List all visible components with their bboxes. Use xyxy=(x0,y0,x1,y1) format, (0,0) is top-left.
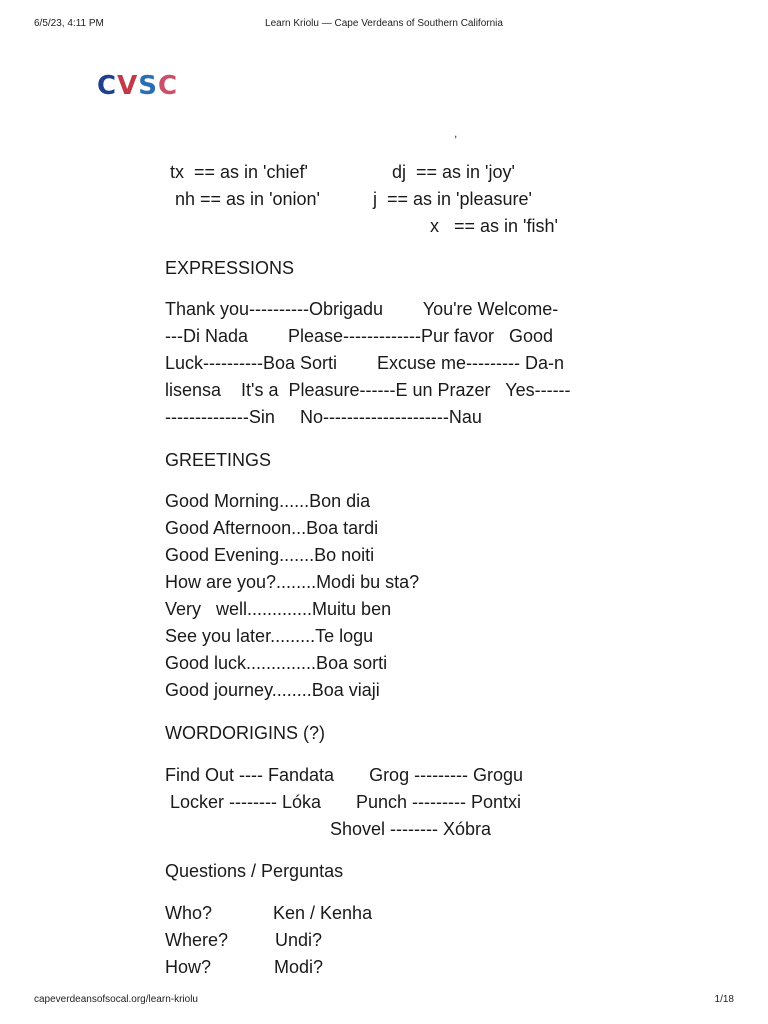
print-datetime: 6/5/23, 4:11 PM xyxy=(34,18,104,29)
logo-letter: V xyxy=(117,71,139,101)
questions-heading: Questions / Perguntas xyxy=(165,861,344,881)
pronunciation-tx: tx == as in 'chief' xyxy=(170,162,308,182)
pronunciation-nh: nh == as in 'onion' xyxy=(175,189,320,209)
expressions-line: Luck----------Boa Sorti Excuse me--------- Da-n xyxy=(165,353,565,373)
pronunciation-j: j == as in 'pleasure' xyxy=(373,189,532,209)
logo-letter: S xyxy=(138,71,158,101)
pronunciation-dj: dj == as in 'joy' xyxy=(392,162,515,182)
site-logo[interactable] xyxy=(97,72,178,100)
greeting-line: How are you?........Modi bu sta? xyxy=(165,572,420,592)
question-en: Where? xyxy=(165,930,229,950)
question-en: How? xyxy=(165,957,212,977)
partial-mark: , xyxy=(454,126,458,140)
expressions-line: --------------Sin No---------------------Nau xyxy=(165,407,482,427)
pronunciation-x: x == as in 'fish' xyxy=(430,216,558,236)
logo-letter: C xyxy=(97,71,118,101)
question-kv: Modi? xyxy=(274,957,324,977)
expressions-heading: EXPRESSIONS xyxy=(165,258,295,278)
greeting-line: Good Evening.......Bo noiti xyxy=(165,545,375,565)
word-origins-heading: WORDORIGINS (?) xyxy=(165,723,325,743)
logo-letter: C xyxy=(157,71,179,101)
greetings-heading: GREETINGS xyxy=(165,450,272,470)
expressions-list xyxy=(165,296,610,431)
greeting-line: Good Afternoon...Boa tardi xyxy=(165,518,379,538)
greeting-line: Good Morning......Bon dia xyxy=(165,491,371,511)
expressions-line: Thank you----------Obrigadu You're Welcome- xyxy=(165,299,559,319)
question-kv: Undi? xyxy=(275,930,323,950)
greeting-line: Good journey........Boa viaji xyxy=(165,680,380,700)
word-origins-row: Shovel -------- Xóbra xyxy=(330,819,492,839)
greeting-line: See you later.........Te logu xyxy=(165,626,374,646)
expressions-line: ---Di Nada Please-------------Pur favor Good xyxy=(165,326,554,346)
greeting-line: Good luck..............Boa sorti xyxy=(165,653,388,673)
print-page-title: Learn Kriolu — Cape Verdeans of Southern California xyxy=(265,18,503,29)
expressions-line: lisensa It's a Pleasure------E un Prazer Yes------ xyxy=(165,380,571,400)
word-origins-row: Find Out ---- Fandata Grog --------- Grogu xyxy=(165,765,524,785)
word-origins-row: Locker -------- Lóka Punch --------- Pontxi xyxy=(165,792,522,812)
question-en: Who? xyxy=(165,903,213,923)
print-url: capeverdeansofsocal.org/learn-kriolu xyxy=(34,994,198,1005)
greetings-list xyxy=(165,488,610,704)
print-page-number: 1/18 xyxy=(714,994,734,1005)
greeting-line: Very well.............Muitu ben xyxy=(165,599,392,619)
question-kv: Ken / Kenha xyxy=(273,903,373,923)
